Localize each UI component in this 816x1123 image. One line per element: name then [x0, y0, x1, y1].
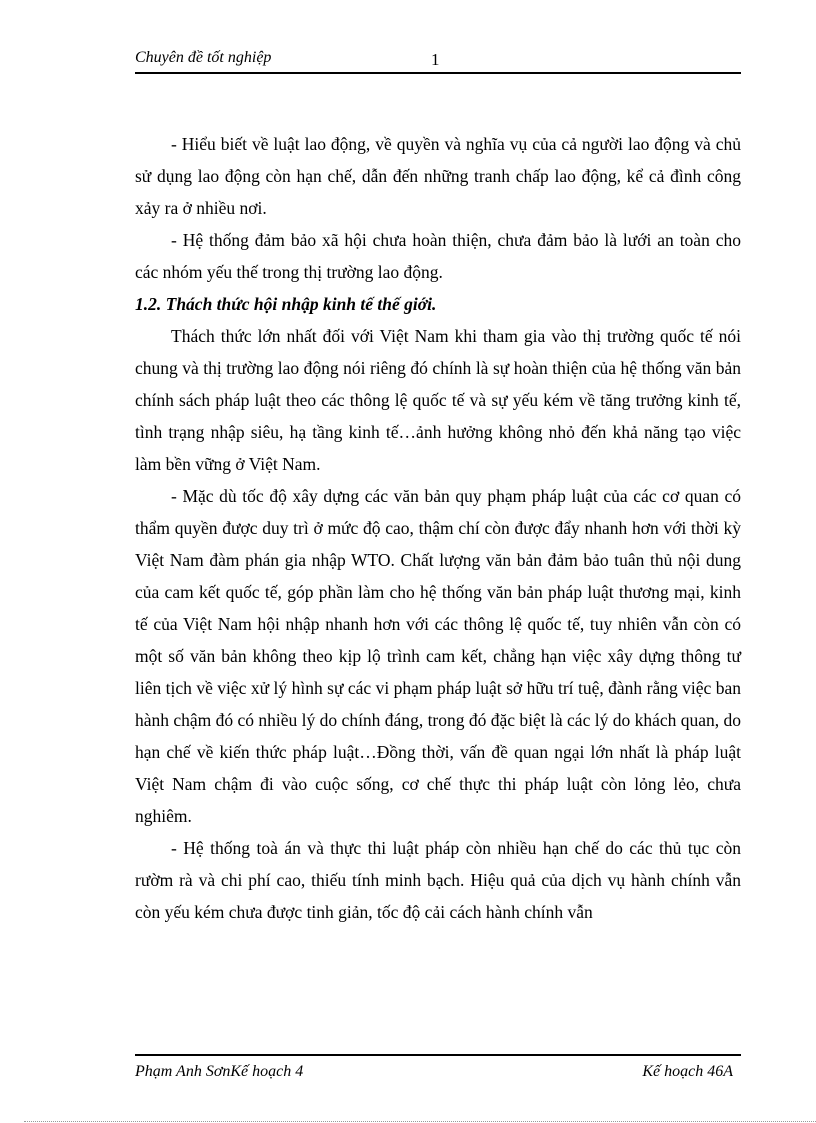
document-body — [135, 128, 741, 928]
paragraph: Thách thức lớn nhất đối với Việt Nam khi tham gia vào thị trường quốc tế nói chung và thị trường lao động nói riêng đó chính là sự hoàn thiện của hệ thống văn bản chính sách pháp luật theo các thông lệ quốc tế và sự yếu kém về tăng trưởng kinh tế, tình trạng nhập siêu, hạ tầng kinh tế…ảnh hưởng không nhỏ đến khả năng tạo việc làm bền vững ở Việt Nam. — [135, 326, 741, 474]
document-title: Chuyên đề tốt nghiệp — [135, 49, 272, 66]
page-number: 1 — [431, 50, 440, 69]
paragraph: - Hệ thống đảm bảo xã hội chưa hoàn thiện, chưa đảm bảo là lưới an toàn cho các nhóm yếu thế trong thị trường lao động. — [135, 230, 741, 282]
page-header — [135, 48, 741, 74]
footer-class: Kế hoạch 46A — [642, 1063, 733, 1080]
section-heading: 1.2. Thách thức hội nhập kinh tế thế giới. — [135, 294, 437, 314]
paragraph: - Hệ thống toà án và thực thi luật pháp còn nhiều hạn chế do các thủ tục còn rườm rà và chi phí cao, thiếu tính minh bạch. Hiệu quả của dịch vụ hành chính vẫn còn yếu kém chưa được tinh giản, tốc độ cải cách hành chính vẫn — [135, 838, 741, 922]
paragraph: - Hiểu biết về luật lao động, về quyền và nghĩa vụ của cả người lao động và chủ sử dụng lao động còn hạn chế, dẫn đến những tranh chấp lao động, kể cả đình công xảy ra ở nhiều nơi. — [135, 134, 741, 218]
paragraph: - Mặc dù tốc độ xây dựng các văn bản quy phạm pháp luật của các cơ quan có thẩm quyền được duy trì ở mức độ cao, thậm chí còn được đẩy nhanh hơn với thời kỳ Việt Nam đàm phán gia nhập WTO. Chất lượng văn bản đảm bảo tuân thủ nội dung của cam kết quốc tế, góp phần làm cho hệ thống văn bản pháp luật thương mại, kinh tế của Việt Nam hội nhập nhanh hơn với các thông lệ quốc tế, tuy nhiên vẫn còn có một số văn bản không theo kịp lộ trình cam kết, chẳng hạn việc xây dựng thông tư liên tịch về việc xử lý hình sự các vi phạm pháp luật sở hữu trí tuệ, đành rằng việc ban hành chậm đó có nhiều lý do chính đáng, trong đó đặc biệt là các lý do khách quan, do hạn chế về kiến thức pháp luật…Đồng thời, vấn đề quan ngại lớn nhất là pháp luật Việt Nam chậm đi vào cuộc sống, cơ chế thực thi pháp luật còn lỏng lẻo, chưa nghiêm. — [135, 486, 742, 826]
page-edge-divider — [24, 1121, 816, 1122]
page-footer — [135, 1054, 741, 1080]
footer-author: Phạm Anh SơnKế hoạch 4 — [135, 1063, 304, 1080]
